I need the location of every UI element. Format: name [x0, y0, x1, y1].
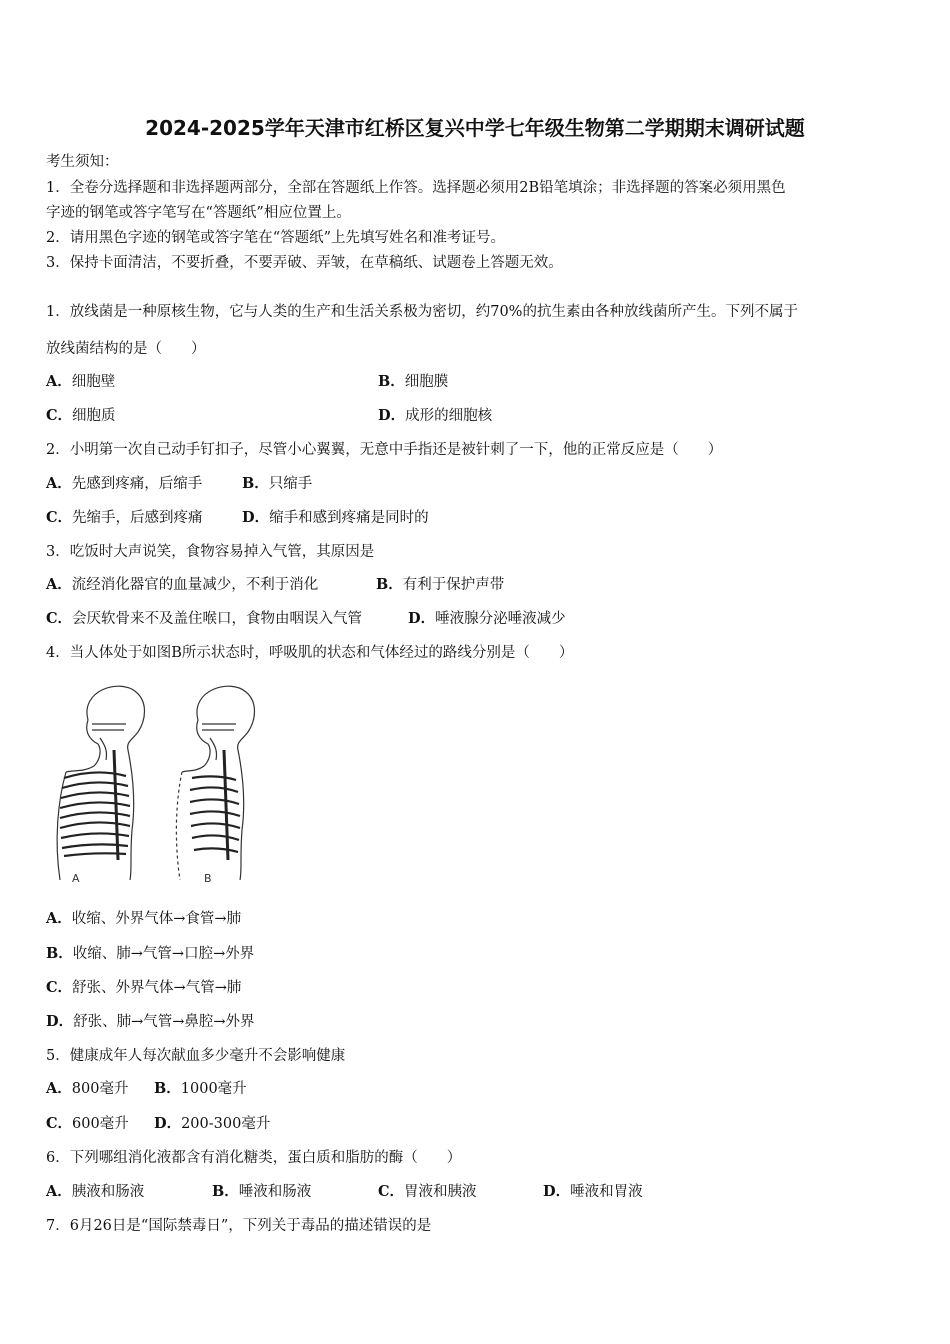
q6-option-d: D．唾液和胃液 — [543, 1183, 643, 1200]
q1-option-a: A．细胞壁 — [46, 373, 116, 390]
q2-option-b: B．只缩手 — [242, 475, 313, 492]
q6-option-c: C．胃液和胰液 — [378, 1183, 477, 1200]
q4-option-b: B．收缩、肺→气管→口腔→外界 — [46, 945, 255, 962]
figure-b-ribs — [190, 750, 240, 860]
q4-option-d: D．舒张、肺→气管→鼻腔→外界 — [46, 1013, 255, 1030]
q4-option-a: A．收缩、外界气体→食管→肺 — [46, 910, 242, 927]
q3-option-b: B．有利于保护声带 — [376, 576, 505, 593]
page-title: 2024-2025学年天津市红桥区复兴中学七年级生物第二学期期末调研试题 — [145, 116, 805, 140]
q3-option-d: D．唾液腺分泌唾液减少 — [408, 610, 566, 627]
q7-stem: 7．6月26日是“国际禁毒日”，下列关于毒品的描述错误的是 — [46, 1218, 432, 1234]
notice-line-1a: 1．全卷分选择题和非选择题两部分，全部在答题纸上作答。选择题必须用2B铅笔填涂；非选择题的答案必须用黑色 — [46, 180, 786, 196]
figure-b-torso — [176, 686, 254, 880]
notice-line-3: 3．保持卡面清洁，不要折叠，不要弄破、弄皱，在草稿纸、试题卷上答题无效。 — [46, 255, 563, 271]
q5-option-b: B．1000毫升 — [154, 1080, 247, 1097]
q6-stem: 6．下列哪组消化液都含有消化糖类，蛋白质和脂肪的酶（ ） — [46, 1150, 462, 1166]
q2-stem: 2．小明第一次自己动手钉扣子，尽管小心翼翼，无意中手指还是被针刺了一下，他的正常反应是（ ） — [46, 442, 723, 458]
notice-line-1b: 字迹的钢笔或答字笔写在“答题纸”相应位置上。 — [46, 205, 351, 221]
notice-heading: 考生须知： — [46, 154, 119, 170]
q6-option-a: A．胰液和肠液 — [46, 1183, 145, 1200]
q5-option-a: A．800毫升 — [46, 1080, 129, 1097]
q3-stem: 3．吃饭时大声说笑，食物容易掉入气管，其原因是 — [46, 544, 375, 560]
figure-a-ribs — [60, 750, 130, 860]
q3-option-a: A．流经消化器官的血量减少，不利于消化 — [46, 576, 319, 593]
figure-b-label: B — [204, 872, 212, 885]
q5-option-d: D．200-300毫升 — [154, 1115, 271, 1132]
q2-option-d: D．缩手和感到疼痛是同时的 — [242, 509, 429, 526]
q5-option-c: C．600毫升 — [46, 1115, 129, 1132]
q2-option-c: C．先缩手，后感到疼痛 — [46, 509, 203, 526]
q5-stem: 5．健康成年人每次献血多少毫升不会影响健康 — [46, 1048, 346, 1064]
q6-option-b: B．唾液和肠液 — [212, 1183, 312, 1200]
q2-option-a: A．先感到疼痛，后缩手 — [46, 475, 203, 492]
q4-stem: 4．当人体处于如图B所示状态时，呼吸肌的状态和气体经过的路线分别是（ ） — [46, 645, 574, 661]
breathing-figure — [40, 680, 280, 890]
q1-stem-a: 1．放线菌是一种原核生物，它与人类的生产和生活关系极为密切，约70%的抗生素由各种放线菌所产生。下列不属于 — [46, 304, 798, 320]
q1-option-c: C．细胞质 — [46, 407, 116, 424]
q1-option-b: B．细胞膜 — [378, 373, 449, 390]
q1-stem-b: 放线菌结构的是（ ） — [46, 341, 206, 357]
q3-option-c: C．会厌软骨来不及盖住喉口，食物由咽误入气管 — [46, 610, 363, 627]
notice-line-2: 2．请用黑色字迹的钢笔或答字笔在“答题纸”上先填写姓名和准考证号。 — [46, 230, 506, 246]
figure-a-label: A — [72, 872, 80, 885]
q1-option-d: D．成形的细胞核 — [378, 407, 493, 424]
q4-option-c: C．舒张、外界气体→气管→肺 — [46, 979, 242, 996]
